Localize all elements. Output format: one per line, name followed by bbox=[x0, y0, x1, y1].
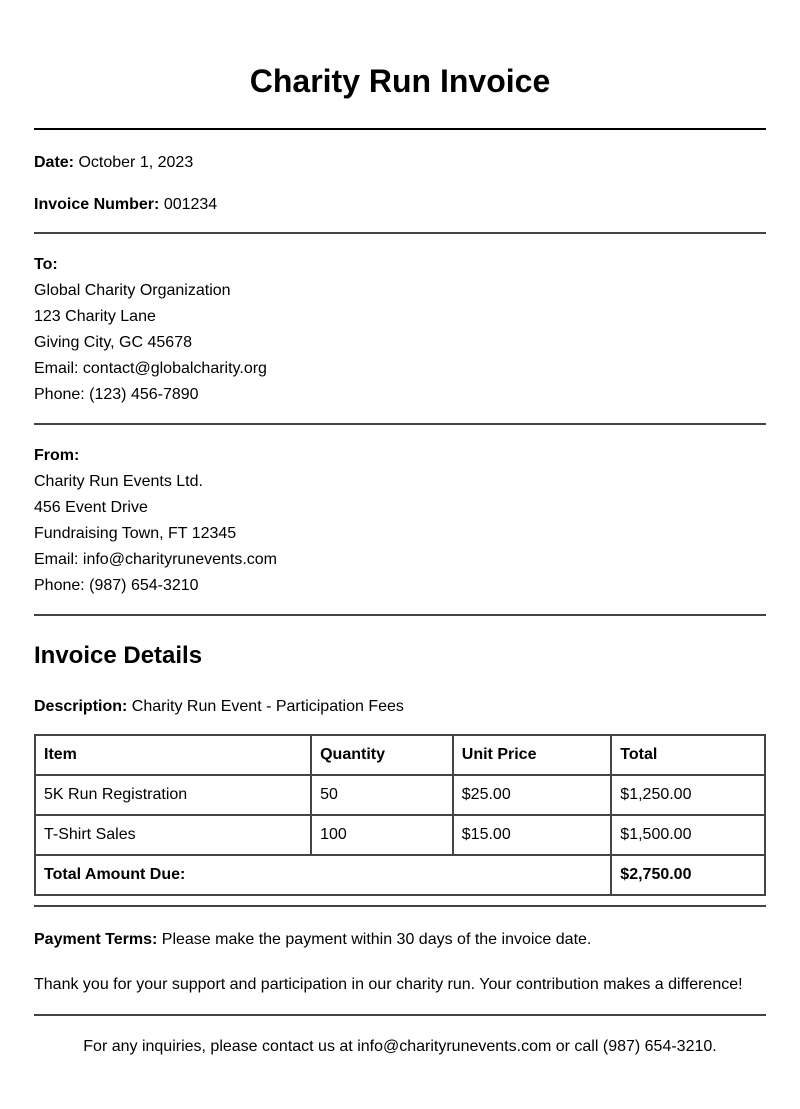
payment-terms-line bbox=[34, 927, 766, 953]
recipient-line: Global Charity Organization bbox=[34, 282, 231, 299]
invoice-page bbox=[34, 0, 766, 1060]
column-header-total: Total bbox=[611, 735, 765, 775]
column-header-quantity: Quantity bbox=[311, 735, 453, 775]
date-line bbox=[34, 150, 766, 176]
total-amount-label: Total Amount Due: bbox=[35, 855, 611, 895]
description-label: Description: bbox=[34, 698, 128, 715]
recipient-line: 123 Charity Lane bbox=[34, 308, 156, 325]
recipient-block bbox=[34, 252, 766, 408]
invoice-details-heading: Invoice Details bbox=[34, 642, 203, 669]
invoice-number-label: Invoice Number: bbox=[34, 196, 160, 213]
recipient-email: Email: contact@globalcharity.org bbox=[34, 360, 267, 377]
payment-terms-text: Please make the payment within 30 days of the invoice date. bbox=[161, 931, 592, 948]
sender-line: Fundraising Town, FT 12345 bbox=[34, 525, 237, 542]
column-header-item: Item bbox=[35, 735, 311, 775]
invoice-items-table bbox=[34, 734, 766, 896]
invoice-number-line bbox=[34, 192, 766, 218]
total-row bbox=[35, 855, 765, 895]
total-amount-value: $2,750.00 bbox=[611, 855, 765, 895]
quantity-cell: 100 bbox=[311, 815, 453, 855]
date-value: October 1, 2023 bbox=[78, 154, 194, 171]
item-cell: T-Shirt Sales bbox=[35, 815, 311, 855]
recipient-line: Giving City, GC 45678 bbox=[34, 334, 192, 351]
description-line bbox=[34, 694, 766, 720]
date-label: Date: bbox=[34, 154, 75, 171]
table-row bbox=[35, 815, 765, 855]
sender-phone: Phone: (987) 654-3210 bbox=[34, 577, 199, 594]
payment-terms-label: Payment Terms: bbox=[34, 931, 158, 948]
recipient-phone: Phone: (123) 456-7890 bbox=[34, 386, 199, 403]
unit-price-cell: $25.00 bbox=[453, 775, 612, 815]
recipient-label: To: bbox=[34, 256, 58, 273]
invoice-number-value: 001234 bbox=[163, 196, 218, 213]
footer-contact: For any inquiries, please contact us at info@charityrunevents.com or call (987) 654-3210. bbox=[83, 1038, 717, 1055]
column-header-unit-price: Unit Price bbox=[453, 735, 612, 775]
sender-email: Email: info@charityrunevents.com bbox=[34, 551, 277, 568]
sender-line: Charity Run Events Ltd. bbox=[34, 473, 203, 490]
thank-you-message: Thank you for your support and participation in our charity run. Your contribution makes a difference! bbox=[34, 976, 743, 993]
quantity-cell: 50 bbox=[311, 775, 453, 815]
sender-line: 456 Event Drive bbox=[34, 499, 148, 516]
description-value: Charity Run Event - Participation Fees bbox=[131, 698, 404, 715]
total-cell: $1,500.00 bbox=[611, 815, 765, 855]
page-title: Charity Run Invoice bbox=[249, 63, 551, 99]
item-cell: 5K Run Registration bbox=[35, 775, 311, 815]
sender-label: From: bbox=[34, 447, 80, 464]
table-header-row bbox=[35, 735, 765, 775]
unit-price-cell: $15.00 bbox=[453, 815, 612, 855]
total-cell: $1,250.00 bbox=[611, 775, 765, 815]
table-row bbox=[35, 775, 765, 815]
sender-block bbox=[34, 443, 766, 599]
